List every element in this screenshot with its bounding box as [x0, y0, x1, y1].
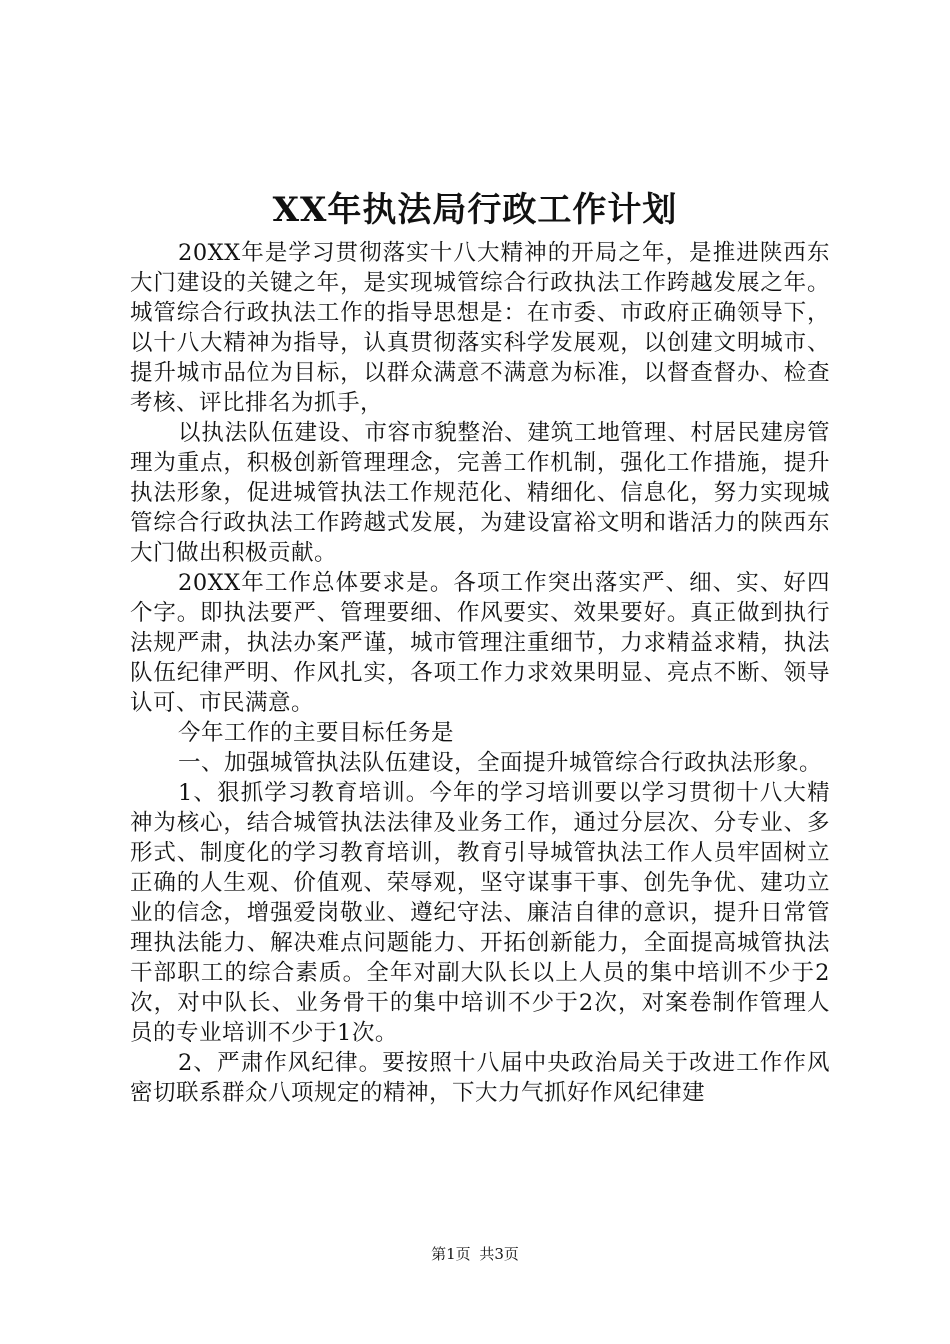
document-body: [130, 238, 830, 1108]
paragraph: 1、狠抓学习教育培训。今年的学习培训要以学习贯彻十八大精神为核心，结合城管执法法律及业务工作，通过分层次、分专业、多形式、制度化的学习教育培训，教育引导城管执法工作人员牢固树立正确的人生观、价值观、荣辱观，坚守谋事干事、创先争优、建功立业的信念，增强爱岗敬业、遵纪守法、廉洁自律的意识，提升日常管理执法能力、解决难点问题能力、开拓创新能力，全面提高城管执法干部职工的综合素质。全年对副大队长以上人员的集中培训不少于2次，对中队长、业务骨干的集中培训不少于2次，对案卷制作管理人员的专业培训不少于1次。: [130, 780, 830, 1046]
paragraph: 20XX年是学习贯彻落实十八大精神的开局之年，是推进陕西东大门建设的关键之年，是实现城管综合行政执法工作跨越发展之年。城管综合行政执法工作的指导思想是：在市委、市政府正确领导下，以十八大精神为指导，认真贯彻落实科学发展观，以创建文明城市、提升城市品位为目标，以群众满意不满意为标准，以督查督办、检查考核、评比排名为抓手，: [130, 240, 830, 416]
page-number: 第1页: [431, 1245, 471, 1263]
paragraph: 2、严肃作风纪律。要按照十八届中央政治局关于改进工作作风密切联系群众八项规定的精神，下大力气抓好作风纪律建: [130, 1050, 830, 1106]
page-total: 共3页: [479, 1245, 519, 1263]
paragraph: 以执法队伍建设、市容市貌整治、建筑工地管理、村居民建房管理为重点，积极创新管理理念，完善工作机制，强化工作措施，提升执法形象，促进城管执法工作规范化、精细化、信息化，努力实现城管综合行政执法工作跨越式发展，为建设富裕文明和谐活力的陕西东大门做出积极贡献。: [130, 420, 830, 566]
section-heading: 一、加强城管执法队伍建设，全面提升城管综合行政执法形象。: [178, 750, 823, 776]
paragraph: 20XX年工作总体要求是。各项工作突出落实严、细、实、好四个字。即执法要严、管理要细、作风要实、效果要好。真正做到执行法规严肃，执法办案严谨，城市管理注重细节，力求精益求精，执法队伍纪律严明、作风扎实，各项工作力求效果明显、亮点不断、领导认可、市民满意。: [130, 570, 830, 716]
page-footer: [0, 1244, 950, 1264]
document-title: XX年执法局行政工作计划: [272, 190, 678, 230]
paragraph: 今年工作的主要目标任务是: [178, 720, 455, 746]
